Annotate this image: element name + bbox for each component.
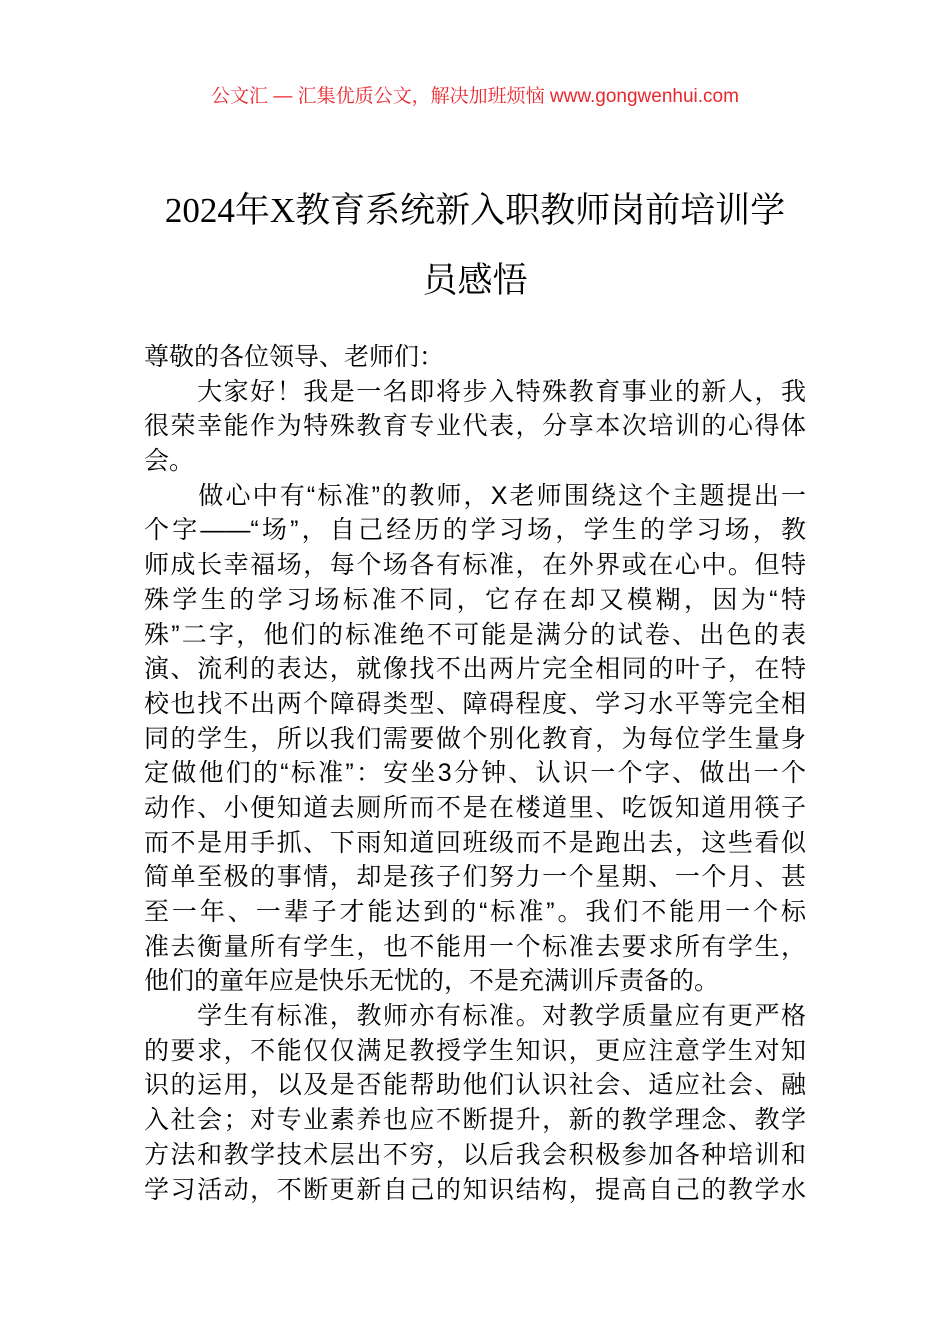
title-line: 2024年X教育系统新入职教师岗前培训学 (164, 191, 786, 230)
body-text-line: 学习活动，不断更新自己的知识结构，提高自己的教学水 (144, 1175, 806, 1204)
document-title (140, 176, 810, 316)
body-text-line: 做心中有“标准”的教师，X老师围绕这个主题提出一 (144, 481, 806, 510)
body-text-line: 会。 (144, 447, 195, 476)
body-text-line: 演、流利的表达，就像找不出两片完全相同的叶子，在特 (144, 655, 806, 684)
body-text-line: 识的运用，以及是否能帮助他们认识社会、适应社会、融 (144, 1071, 806, 1100)
body-text-line: 而不是用手抓、下雨知道回班级而不是跑出去，这些看似 (144, 828, 806, 857)
body-text-line: 尊敬的各位领导、老师们： (144, 343, 445, 371)
document-body (144, 340, 806, 1207)
body-text-line: 校也找不出两个障碍类型、障碍程度、学习水平等完全相 (144, 689, 806, 718)
body-text-line: 殊学生的学习场标准不同，它存在却又模糊，因为“特 (144, 585, 806, 614)
body-text-line: 师成长幸福场，每个场各有标准，在外界或在心中。但特 (144, 551, 806, 580)
body-text-line: 准去衡量所有学生，也不能用一个标准去要求所有学生， (144, 932, 806, 961)
body-text-line: 动作、小便知道去厕所而不是在楼道里、吃饭知道用筷子 (144, 793, 806, 822)
body-text-line: 学生有标准，教师亦有标准。对教学质量应有更严格 (144, 1002, 806, 1031)
body-text-line: 简单至极的事情，却是孩子们努力一个星期、一个月、甚 (144, 863, 806, 892)
body-text-line: 方法和教学技术层出不穷，以后我会积极参加各种培训和 (144, 1140, 806, 1169)
watermark-header: 公文汇 — 汇集优质公文，解决加班烦恼 www.gongwenhui.com (211, 86, 739, 107)
body-text-line: 同的学生，所以我们需要做个别化教育，为每位学生量身 (144, 724, 806, 753)
body-text-line: 入社会；对专业素养也应不断提升，新的教学理念、教学 (144, 1106, 806, 1135)
body-text-line: 他们的童年应是快乐无忧的，不是充满训斥责备的。 (144, 967, 720, 996)
body-text-line: 的要求，不能仅仅满足教授学生知识，更应注意学生对知 (144, 1036, 806, 1065)
body-text-line: 很荣幸能作为特殊教育专业代表，分享本次培训的心得体 (144, 412, 806, 441)
body-text-line: 定做他们的“标准”：安坐3分钟、认识一个字、做出一个 (144, 759, 806, 788)
body-text-line: 至一年、一辈子才能达到的“标准”。我们不能用一个标 (144, 898, 806, 926)
title-line: 员感悟 (422, 261, 528, 300)
body-text-line: 个字——“场”，自己经历的学习场，学生的学习场，教 (144, 516, 806, 545)
body-text-line: 大家好！我是一名即将步入特殊教育事业的新人，我 (144, 377, 806, 406)
body-text-line: 殊”二字，他们的标准绝不可能是满分的试卷、出色的表 (144, 620, 806, 649)
